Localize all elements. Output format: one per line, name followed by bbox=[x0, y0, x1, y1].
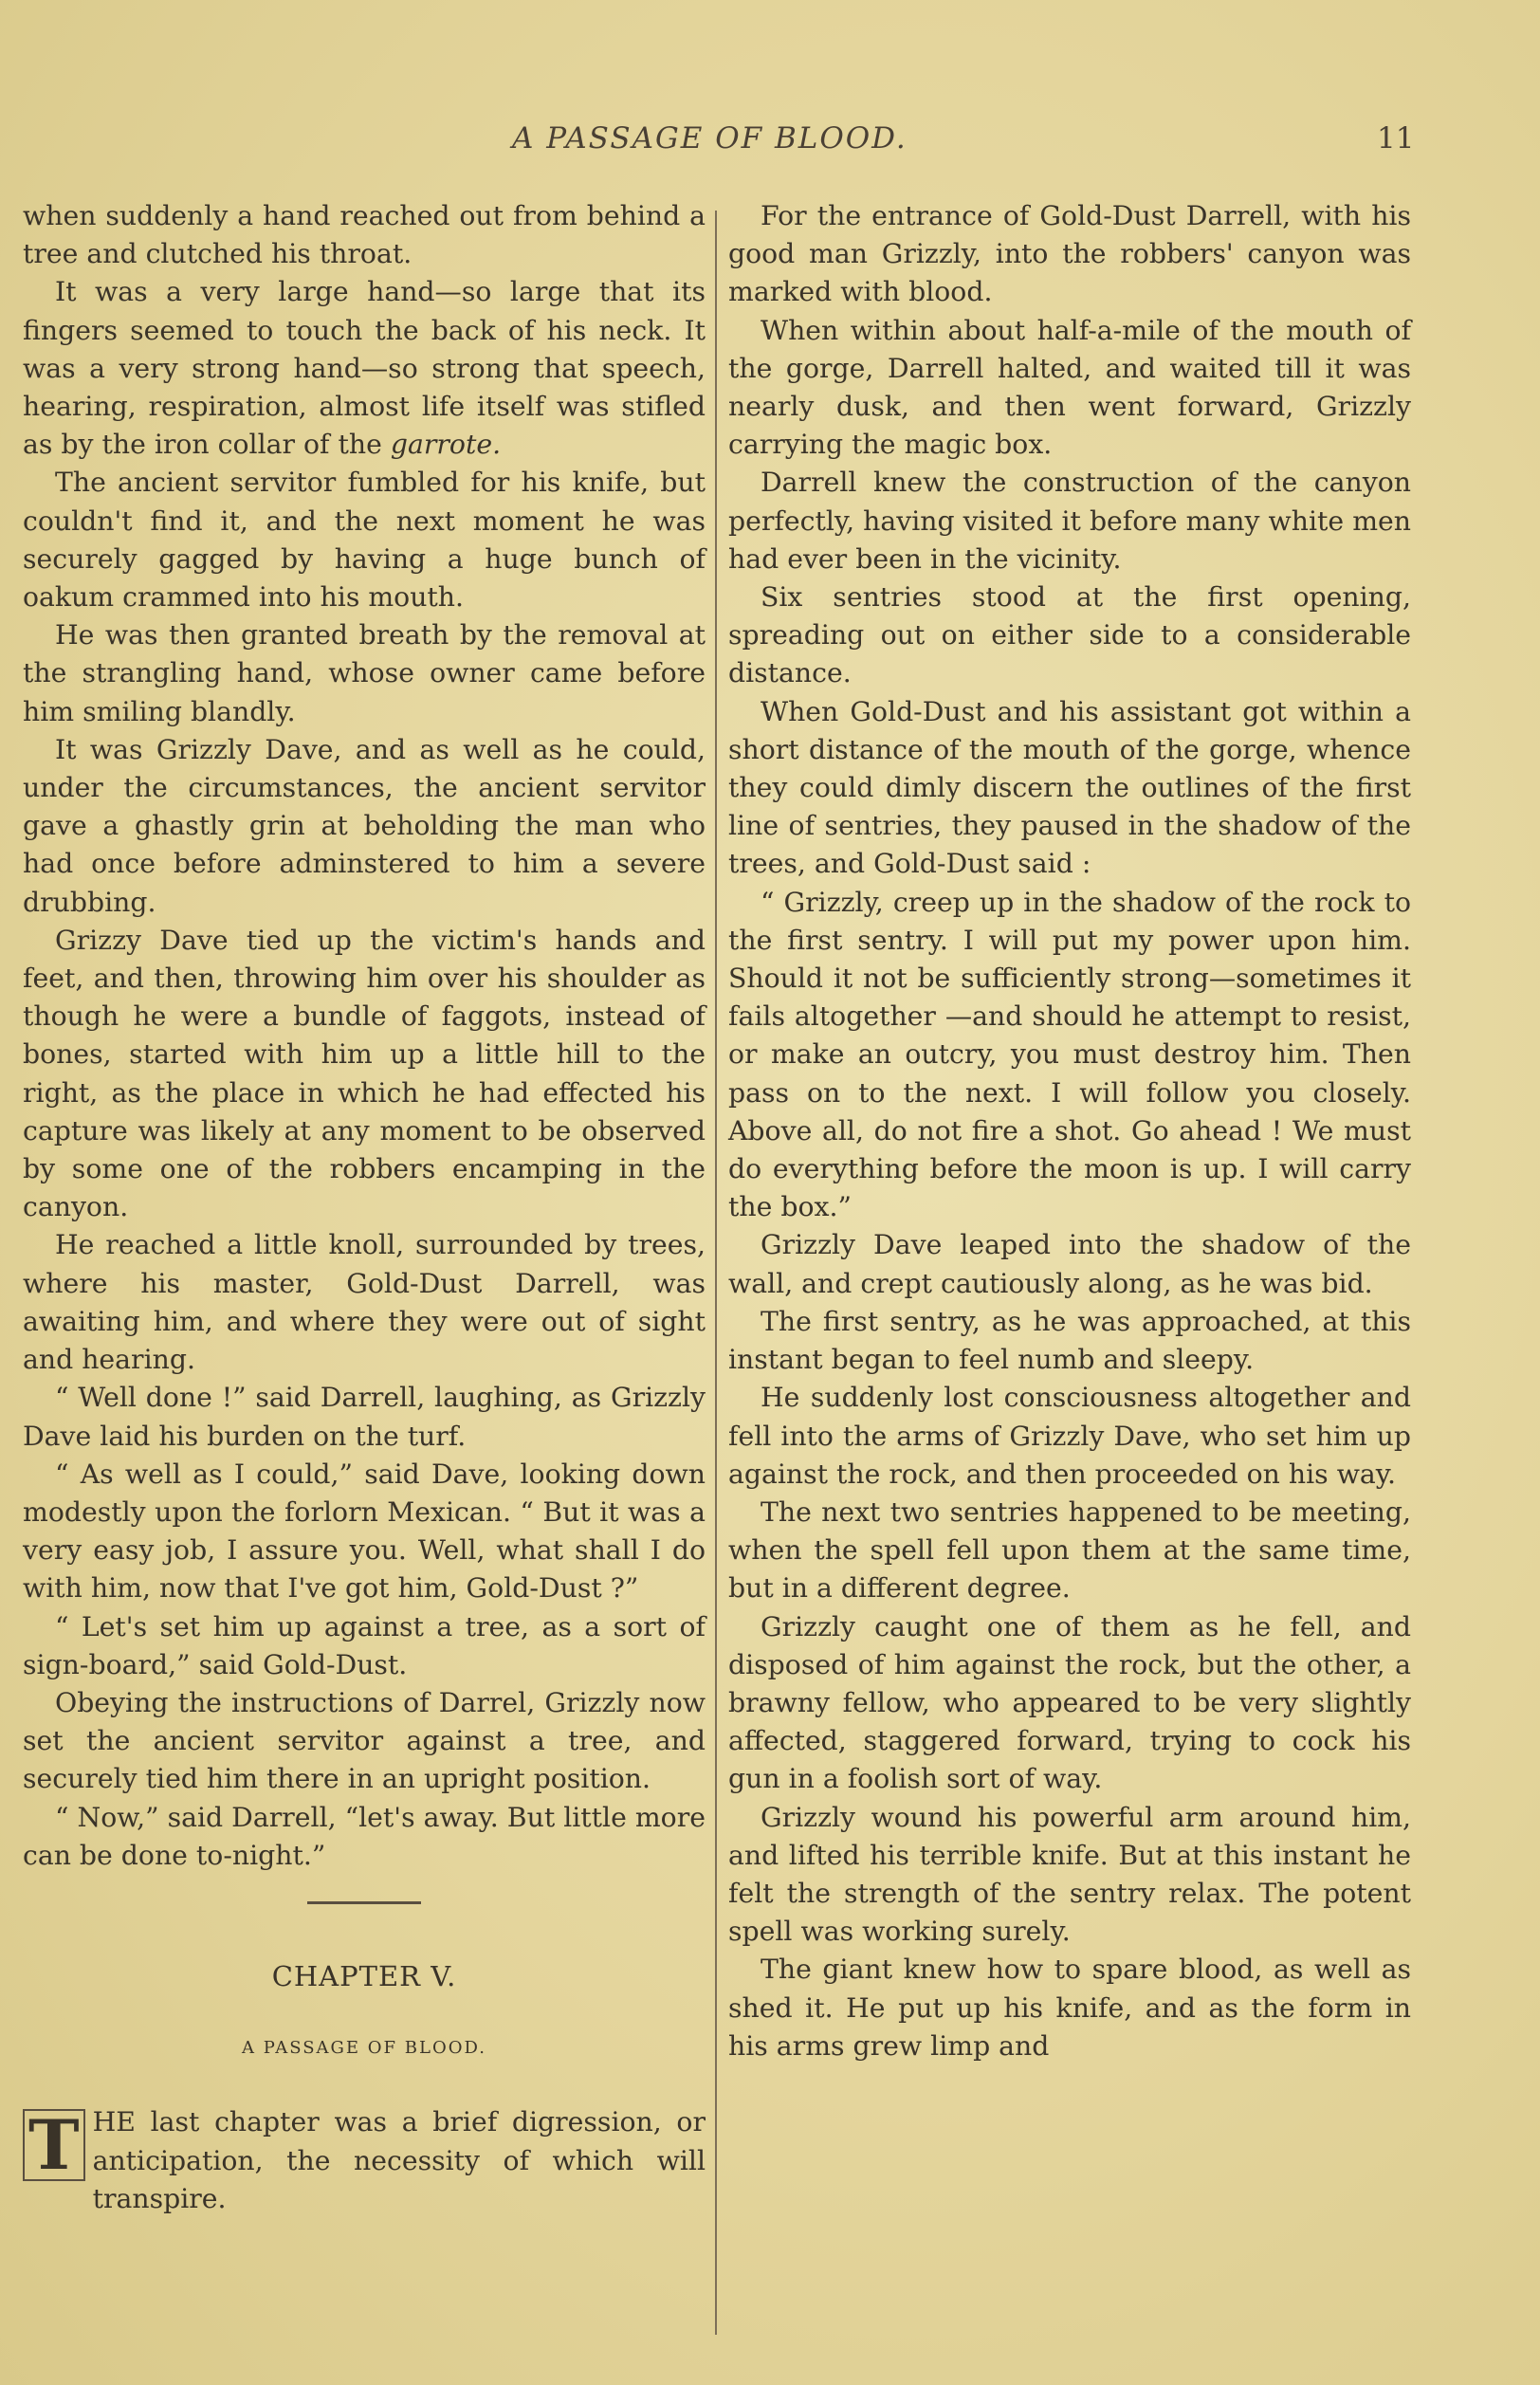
running-title: A PASSAGE OF BLOOD. bbox=[512, 121, 908, 156]
paragraph: Six sentries stood at the first opening, spreading out on either side to a considerable distance. bbox=[728, 581, 1411, 689]
paragraph: The ancient servitor fumbled for his knife, but couldn't find it, and the next moment he was securely gagged by having a huge bunch of oakum crammed into his mouth. bbox=[23, 467, 706, 614]
paragraph: It was Grizzly Dave, and as well as he could, under the circumstances, the ancient servitor gave a ghastly grin at beholding the man who had once before adminstered to him a severe drubbing. bbox=[23, 733, 706, 918]
paragraph: “ Now,” said Darrell, “let's away. But little more can be done to-night.” bbox=[23, 1801, 706, 1871]
garrote-word: garrote. bbox=[390, 429, 502, 461]
paragraph: The next two sentries happened to be meeting, when the spell fell upon them at the same time, but in a different degree. bbox=[728, 1495, 1411, 1605]
paragraph: He suddenly lost consciousness altogether and fell into the arms of Grizzly Dave, who set him up against the rock, and then proceeded on his way. bbox=[728, 1382, 1411, 1490]
paragraph: He was then granted breath by the removal at the strangling hand, whose owner came before him smiling blandly. bbox=[23, 619, 706, 727]
drop-cap: T bbox=[23, 2109, 85, 2181]
paragraph: Grizzy Dave tied up the victim's hands and feet, and then, throwing him over his shoulder as though he were a bundle of faggots, instead of bones, started with him up a little hill to the right, as the place in which he had effected his capture was likely at any moment to be observed by some one of the robbers encamping in the canyon. bbox=[23, 924, 706, 1223]
paragraph: Grizzly caught one of them as he fell, and disposed of him against the rock, but the other, a brawny fellow, who appeared to be very slightly affected, staggered forward, trying to cock his gun in a foolish sort of way. bbox=[728, 1610, 1411, 1795]
paragraph: When within about half-a-mile of the mouth of the gorge, Darrell halted, and waited till it was nearly dusk, and then went forward, Grizzly carrying the magic box. bbox=[728, 314, 1411, 461]
paragraph: For the entrance of Gold-Dust Darrell, with his good man Grizzly, into the robbers' canyon was marked with blood. bbox=[728, 200, 1411, 308]
paragraph: The giant knew how to spare blood, as well as shed it. He put up his knife, and as the form in his arms grew limp and bbox=[728, 1954, 1411, 2062]
chapter-divider bbox=[307, 1901, 421, 1904]
paragraph: The first sentry, as he was approached, at this instant began to feel numb and sleepy. bbox=[728, 1305, 1411, 1376]
paragraph: “ Grizzly, creep up in the shadow of the rock to the first sentry. I will put my power upon him. Should it not be sufficiently strong—sometimes it fails altogether —and should he attempt to resist, or make an outcry, you must destroy him. Then pass on to the next. I will follow you closely. Above all, do not fire a shot. Go ahead ! We must do everything before the moon is up. I will carry the box.” bbox=[728, 886, 1411, 1223]
chapter-opening: T HE last chapter was a brief digression, or anticipation, the necessity of which will transpire. bbox=[23, 2103, 706, 2218]
paragraph: Grizzly Dave leaped into the shadow of the wall, and crept cautiously along, as he was bid. bbox=[728, 1229, 1411, 1299]
paragraph: He reached a little knoll, surrounded by trees, where his master, Gold-Dust Darrell, was awaiting him, and where they were out of sight and hearing. bbox=[23, 1229, 706, 1376]
paragraph: when suddenly a hand reached out from behind a tree and clutched his throat. bbox=[23, 200, 706, 270]
paragraph: It was a very large hand—so large that its fingers seemed to touch the back of his neck. It was a very strong hand—so strong that speech, hearing, respiration, almost life itself was stifled as by the iron collar of the garrote. bbox=[23, 276, 706, 461]
paragraph: Obeying the instructions of Darrel, Grizzly now set the ancient servitor against a tree, and securely tied him there in an upright position. bbox=[23, 1686, 706, 1795]
page-number: 11 bbox=[1377, 121, 1415, 156]
chapter-title: CHAPTER V. bbox=[271, 1959, 457, 1992]
page-header bbox=[0, 121, 1540, 169]
paragraph: “ Let's set him up against a tree, as a sort of sign-board,” said Gold-Dust. bbox=[23, 1610, 706, 1680]
paragraph: Darrell knew the construction of the canyon perfectly, having visited it before many white men had ever been in the vicinity. bbox=[728, 467, 1411, 575]
paragraph: Grizzly wound his powerful arm around him, and lifted his terrible knife. But at this instant he felt the strength of the sentry relax. The potent spell was working surely. bbox=[728, 1801, 1411, 1948]
column-divider bbox=[715, 211, 717, 2335]
paragraph: “ Well done !” said Darrell, laughing, as Grizzly Dave laid his burden on the turf. bbox=[23, 1382, 706, 1452]
paragraph: “ As well as I could,” said Dave, looking down modestly upon the forlorn Mexican. “ But it was a very easy job, I assure you. Well, what shall I do with him, now that I've got him, Gold-Dust ?” bbox=[23, 1458, 706, 1605]
left-column bbox=[23, 197, 706, 2218]
paragraph: When Gold-Dust and his assistant got within a short distance of the mouth of the gorge, whence they could dimly discern the outlines of the first line of sentries, they paused in the shadow of the trees, and Gold-Dust said : bbox=[728, 695, 1411, 880]
chapter-subtitle: A PASSAGE OF BLOOD. bbox=[242, 2038, 486, 2059]
right-column bbox=[728, 197, 1411, 2065]
